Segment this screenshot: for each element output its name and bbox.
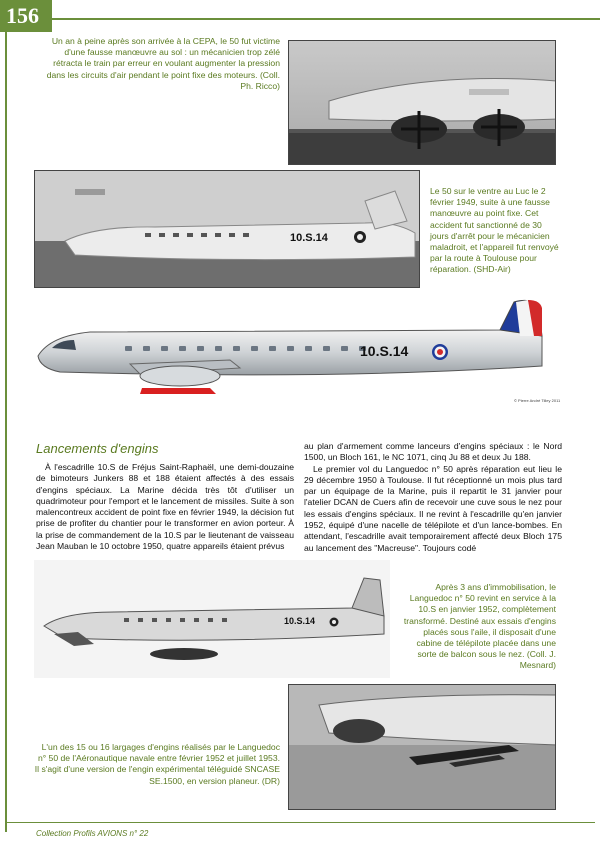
caption-photo-1: Un an à peine après son arrivée à la CEPA, le 50 fut victime d'une fausse manœuvre au sol : un mécanicien trop zélé rétracta le train par erreur en voulant augmenter la pression dans les circuits d'air pendant le point fixe des moteurs. (Coll. Ph. Ricco) bbox=[46, 36, 280, 91]
profile-code: 10.S.14 bbox=[360, 343, 409, 359]
article-paragraph-2: au plan d'armement comme lanceurs d'engins spéciaux : le Nord 1500, un Bloch 161, le NC 1071, cinq Ju 88 et deux Ju 188. bbox=[304, 441, 562, 463]
caption-photo-4: L'un des 15 ou 16 largages d'engins réalisés par le Languedoc n° 50 de l'Aéronautique navale entre février 1952 et juillet 1953. Il s'agit d'une version de l'engin expérimental téléguidé SNCASE SE.1500, en version planeur. (DR) bbox=[34, 742, 280, 786]
photo-2 bbox=[34, 170, 420, 288]
caption-photo-3: Après 3 ans d'immobilisation, le Languedoc n° 50 revint en service à la 10.S en janvier 1952, complètement transformé. Destiné aux essais d'engins placés sous l'aile, il disposait d'une cabine de télépilote placée dans une sorte de balcon sous le nez. (Coll. J. Mesnard) bbox=[403, 582, 556, 671]
photo-4 bbox=[288, 684, 556, 810]
photo-1 bbox=[288, 40, 556, 165]
bottom-rule bbox=[5, 822, 595, 823]
photo-1-image bbox=[289, 41, 556, 165]
aircraft-profile-image bbox=[30, 296, 560, 406]
photo-3 bbox=[34, 560, 390, 678]
aircraft-profile bbox=[30, 296, 560, 406]
article-column-1 bbox=[36, 462, 294, 552]
top-rule bbox=[52, 18, 600, 20]
footer-collection: Collection Profils AVIONS n° 22 bbox=[36, 829, 149, 838]
photo-2-image bbox=[35, 171, 420, 288]
photo-4-image bbox=[289, 685, 556, 810]
article-paragraph-3: Le premier vol du Languedoc n° 50 après réparation eut lieu le 29 décembre 1950 à Toulouse. Il fut réceptionné un mois plus tard par un équipage de la Marine, puis il repartit le 31 janvier pour l'atelier DCAN de Cuers afin de recevoir une cuve sous le nez pour les essais d'engins spéciaux. Il ne revint à l'escadrille qu'en janvier 1952, équipé d'une nacelle de télépilote et d'un lance-bombes. En attendant, l'escadrille avait temporairement affecté deux Bloch 175 au lancement des "Macreuse". Toujours codé bbox=[304, 463, 562, 553]
caption-photo-2: Le 50 sur le ventre au Luc le 2 février 1949, suite à une fausse manœuvre au point fixe. Cet accident fut sanctionné de 30 jours d'arrêt pour le mécanicien maladroit, et l'appareil fut renvoyé par la route à Toulouse pour réparation. (SHD-Air) bbox=[430, 186, 559, 275]
section-heading: Lancements d'engins bbox=[36, 441, 159, 456]
article-column-2 bbox=[304, 441, 562, 554]
page-number: 156 bbox=[0, 0, 52, 32]
profile-credit: © Pierre André Tilley 2011 bbox=[514, 398, 561, 403]
photo-2-code: 10.S.14 bbox=[290, 232, 328, 244]
photo-3-image bbox=[34, 560, 390, 678]
photo-3-code: 10.S.14 bbox=[284, 616, 316, 626]
side-rule bbox=[5, 32, 7, 832]
article-paragraph-1: À l'escadrille 10.S de Fréjus Saint-Raphaël, une demi-douzaine de bimoteurs Junkers 88 et 188 étaient affectés à des essais d'engins spéciaux. La Marine décida très tôt d'utiliser un quadrimoteur pour l'emport et le lancement de missiles. Suite à son malencontreux accident de point fixe en février 1949, la décision fut prise de profiter du chantier pour le transformer en avion porteur. À la prise de commandement de la 10.S par le lieutenant de vaisseau Jean Mauban le 10 octobre 1950, quatre appareils étaient prévus bbox=[36, 462, 294, 552]
